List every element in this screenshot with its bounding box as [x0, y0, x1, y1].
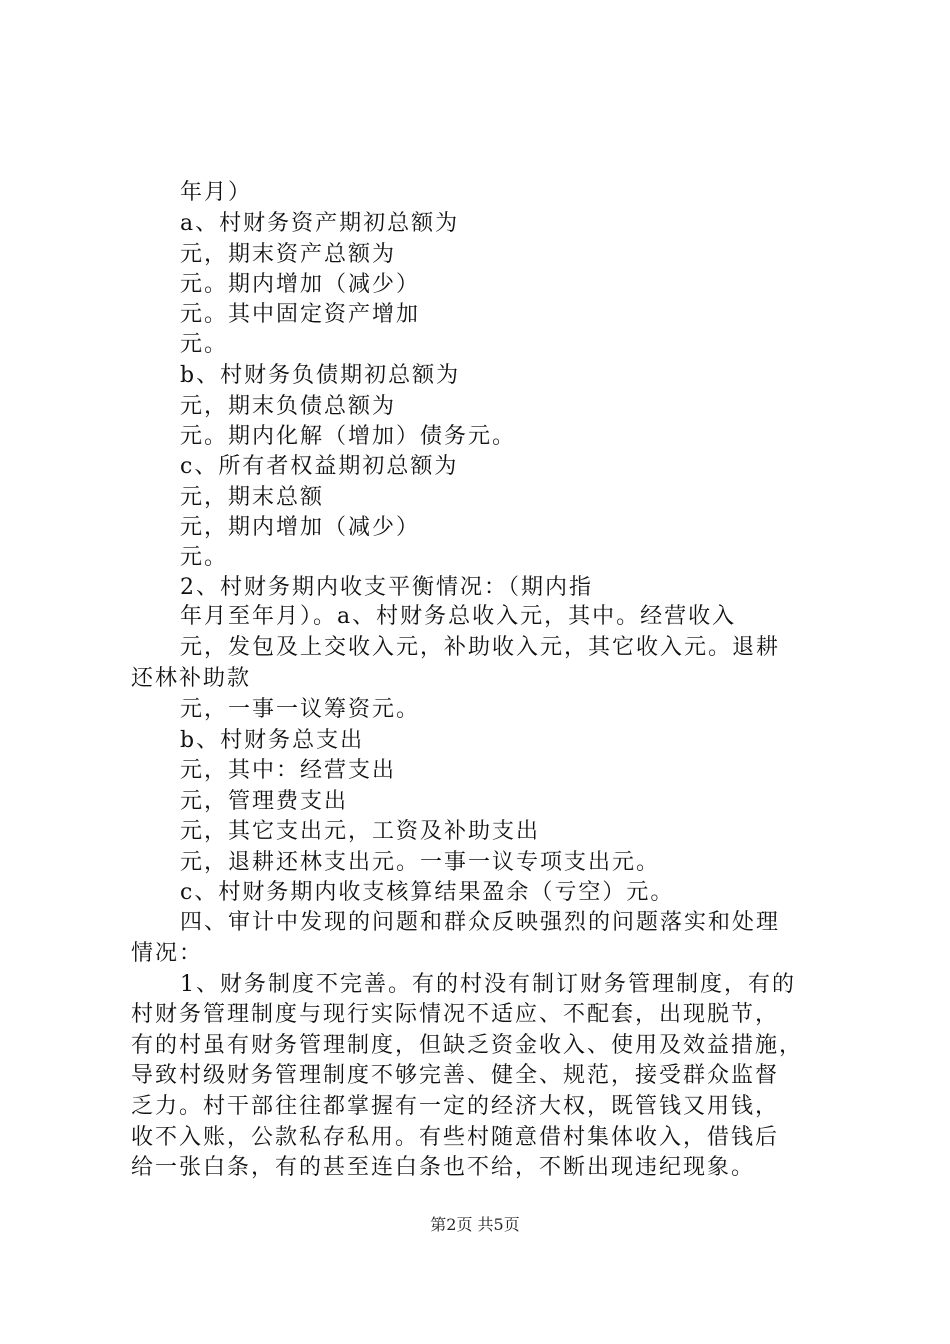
text-line: 元。期内增加（减少）: [180, 272, 421, 297]
text-line: 2、村财务期内收支平衡情况：（期内指: [180, 575, 593, 600]
text-line: 有的村虽有财务管理制度，但缺乏资金收入、使用及效益措施，: [131, 1033, 804, 1058]
text-line: 乏力。村干部往往都掌握有一定的经济大权，既管钱又用钱，: [131, 1094, 780, 1119]
text-line: 还林补助款: [131, 666, 252, 691]
page-number-footer: 第2页 共5页: [430, 1215, 520, 1234]
text-line: 元。: [180, 545, 229, 570]
text-line: 元，期内增加（减少）: [180, 515, 421, 540]
text-line: 年月）: [180, 180, 253, 205]
text-line: 元。: [180, 332, 229, 357]
text-line: c、村财务期内收支核算结果盈余（亏空）元。: [180, 880, 675, 905]
text-line: c、所有者权益期初总额为: [180, 454, 459, 479]
text-line: b、村财务负债期初总额为: [180, 363, 461, 388]
text-line: 元，一事一议筹资元。: [180, 697, 421, 722]
text-line: 元，期末负债总额为: [180, 394, 397, 419]
text-line: 导致村级财务管理制度不够完善、健全、规范，接受群众监督: [131, 1063, 780, 1088]
text-line: 元。期内化解（增加）债务元。: [180, 424, 517, 449]
text-line: 年月至年月）。a、村财务总收入元，其中。经营收入: [180, 604, 737, 629]
text-line: 情况：: [131, 941, 204, 966]
text-line: 1、财务制度不完善。有的村没有制订财务管理制度，有的: [180, 972, 796, 997]
text-line: 元，期末资产总额为: [180, 242, 397, 267]
text-line: 元，退耕还林支出元。一事一议专项支出元。: [180, 850, 661, 875]
text-line: 元，其它支出元，工资及补助支出: [180, 819, 541, 844]
text-line: 给一张白条，有的甚至连白条也不给，不断出现违纪现象。: [131, 1155, 756, 1180]
section-heading: 四、审计中发现的问题和群众反映强烈的问题落实和处理: [180, 910, 781, 935]
text-line: 收不入账，公款私存私用。有些村随意借村集体收入，借钱后: [131, 1125, 780, 1150]
text-line: 元，期末总额: [180, 485, 325, 510]
text-line: 元，管理费支出: [180, 789, 349, 814]
text-line: 元，其中：经营支出: [180, 758, 397, 783]
text-line: a、村财务资产期初总额为: [180, 211, 460, 236]
text-line: b、村财务总支出: [180, 728, 365, 753]
text-line: 村财务管理制度与现行实际情况不适应、不配套，出现脱节，: [131, 1002, 780, 1027]
text-line: 元。其中固定资产增加: [180, 302, 421, 327]
text-line: 元，发包及上交收入元，补助收入元，其它收入元。退耕: [180, 635, 781, 660]
